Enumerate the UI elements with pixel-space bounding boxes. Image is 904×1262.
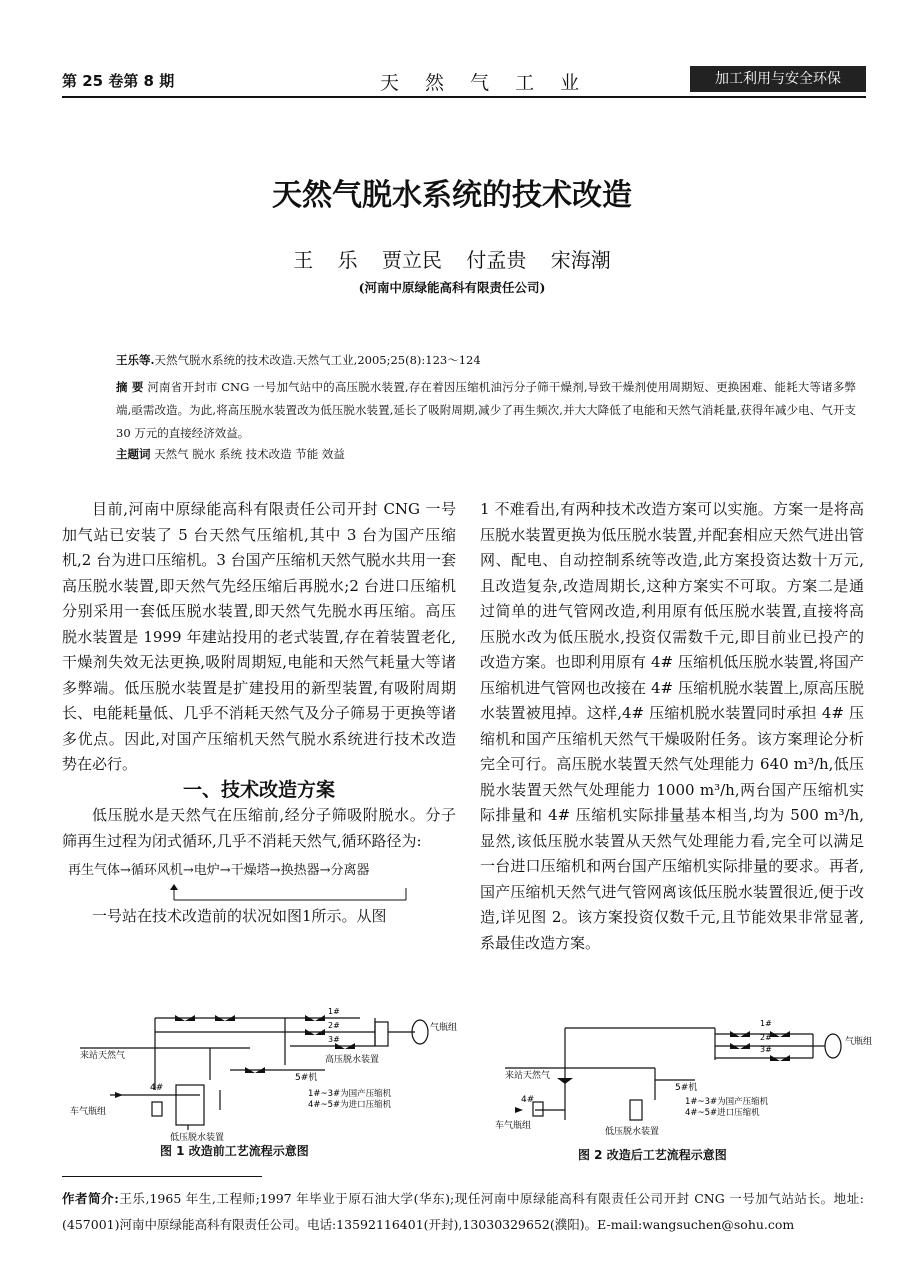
abstract-text: 河南省开封市 CNG 一号加气站中的高压脱水装置,存在着因压缩机油污分子筛干燥剂,导致干燥剂使用周期短、更换困难、能耗大等诸多弊端,亟需改造。为此,将高压脱水装置改为低压脱水装置,延长了吸附周期,减少了再生频次,并大大降低了电能和天然气消耗量,获得年减少电、气开支 30 万元的直接经济效益。: [116, 380, 856, 440]
fig1-high-dehy-label: 高压脱水装置: [325, 1055, 380, 1065]
paragraph-schemes: 1 不难看出,有两种技术改造方案可以实施。方案一是将高压脱水装置更换为低压脱水装置,并配套相应天然气进出管网、配电、自动控制系统等改造,此方案投资达数十万元,且改造复杂,改造周期长,这种方案实不可取。方案二是通过简单的进气管网改造,利用原有低压脱水装置,直接将高压脱水改为低压脱水,投资仅需数千元,即目前业已投产的改造方案。也即利用原有 4# 压缩机低压脱水装置,将国产压缩机进气管网也改接在 4# 压缩机脱水装置上,原高压脱水装置被甩掉。这样,4# 压缩机脱水装置同时承担 4# 压缩机和国产压缩机天然气干燥吸附任务。该方案理论分析完全可行。高压脱水装置天然气处理能力 640 m³/h,低压脱水装置天然气处理能力 1000 m³/h,两台国产压缩机实际排量和 4# 压缩机实际排量基本相当,均为 500 m³/h,显然,该低压脱水装置从天然气处理能力看,完全可以满足一台进口压缩机和两台国产压缩机实际排量的要求。再者,国产压缩机天然气进气管网离该低压脱水装置很近,便于改造,详见图 2。该方案投资仅数千元,且节能效果非常显著,系最佳改造方案。: [480, 500, 864, 952]
fig2-m2: 2#: [760, 1033, 772, 1042]
fig1-m2: 2#: [328, 1021, 340, 1030]
affiliation: (河南中原绿能高科有限责任公司): [358, 280, 546, 295]
fig1-legend1: 1#~3#为国产压缩机: [308, 1089, 392, 1099]
fig1-inlet-label: 来站天然气: [80, 1051, 126, 1061]
fig2-machine5-label: 5#机: [675, 1083, 698, 1093]
keywords-text: 天然气 脱水 系统 技术改造 节能 效益: [154, 447, 345, 461]
fig1-machine4-label: 4#: [150, 1083, 164, 1093]
section-heading-1: 一、技术改造方案: [182, 778, 335, 801]
paragraph-intro: 目前,河南中原绿能高科有限责任公司开封 CNG 一号加气站已安装了 5 台天然气压缩机,其中 3 台为国产压缩机,2 台为进口压缩机。3 台国产压缩机天然气脱水共用一套高压脱水装置,即天然气先经压缩后再脱水;2 台进口压缩机分别采用一套低压脱水装置,即天然气先脱水再压缩。高压脱水装置是 1999 年建站投用的老式装置,存在着装置老化,干燥剂失效无法更换,吸附周期短,电能和天然气耗量大等诸多弊端。低压脱水装置是扩建投用的新型装置,有吸附周期长、电能耗量低、几乎不消耗天然气及分子筛易于更换等诸多优点。因此,对国产压缩机天然气脱水系统进行技术改造势在必行。: [62, 500, 456, 773]
figure-1-diagram: [70, 1007, 460, 1160]
fig2-inlet-label: 来站天然气: [505, 1071, 551, 1081]
right-column: [480, 497, 864, 956]
abstract-label: 摘 要: [116, 380, 144, 394]
footnote-text: 王乐,1965 年生,工程师;1997 年毕业于原石油大学(华东);现任河南中原绿能高科有限责任公司开封 CNG 一号加气站站长。地址:(457001)河南中原绿能高科有限责任公司。电话:13592116401(开封),13030329652(濮阳)。E-mail:wangsuchen@sohu.com: [62, 1191, 864, 1232]
fig2-m3: 3#: [760, 1045, 772, 1054]
fig2-machine4-label: 4#: [521, 1095, 535, 1105]
paragraph-figure-ref: 一号站在技术改造前的状况如图1所示。从图: [92, 906, 387, 925]
issue-number: 第 25 卷第 8 期: [62, 72, 175, 90]
footnote-rule: [62, 1176, 262, 1177]
keywords-label: 主题词: [116, 447, 151, 461]
fig2-m1: 1#: [760, 1019, 772, 1028]
figure-2-caption: 图 2 改造后工艺流程示意图: [578, 1148, 727, 1162]
fig1-machine5-label: 5#机: [295, 1073, 318, 1083]
abstract: [116, 376, 856, 445]
figure-1-caption: 图 1 改造前工艺流程示意图: [160, 1144, 309, 1158]
paper-title: 天然气脱水系统的技术改造: [272, 178, 632, 213]
citation-text: 天然气脱水系统的技术改造.天然气工业,2005;25(8):123～124: [154, 353, 481, 367]
fig2-bottle-label: 气瓶组: [845, 1037, 873, 1047]
figure-2-diagram: [495, 1019, 873, 1140]
fig1-m3: 3#: [328, 1035, 340, 1044]
fig2-legend2: 4#~5#进口压缩机: [685, 1108, 760, 1118]
citation-lead: 王乐等.: [116, 353, 155, 367]
regeneration-loop-arrow: [62, 884, 456, 902]
regeneration-flow: 再生气体→循环风机→电炉→干燥塔→换热器→分离器: [68, 863, 370, 878]
fig1-legend2: 4#~5#为进口压缩机: [308, 1100, 392, 1110]
fig1-m1: 1#: [328, 1007, 340, 1016]
keywords: [116, 446, 856, 462]
citation: [116, 352, 856, 368]
left-column: [62, 497, 456, 929]
fig2-car-label: 车气瓶组: [495, 1121, 532, 1131]
paragraph-low-pressure: 低压脱水是天然气在压缩前,经分子筛吸附脱水。分子筛再生过程为闭式循环,几乎不消耗天然气,循环路径为:: [62, 806, 456, 850]
author-footnote: [62, 1186, 864, 1238]
fig2-legend1: 1#~3#为国产压缩机: [685, 1097, 769, 1107]
journal-name: 天 然 气 工 业: [380, 72, 590, 94]
footnote-label: 作者简介:: [62, 1191, 119, 1206]
authors: 王 乐 贾立民 付孟贵 宋海潮: [293, 248, 611, 272]
fig1-car-label: 车气瓶组: [70, 1107, 107, 1117]
fig2-low-dehy-label: 低压脱水装置: [605, 1127, 660, 1137]
header-rule: [62, 96, 866, 98]
fig1-bottle-label: 气瓶组: [430, 1023, 458, 1033]
section-badge: 加工利用与安全环保: [690, 66, 866, 92]
fig1-low-dehy-label: 低压脱水装置: [170, 1133, 225, 1143]
